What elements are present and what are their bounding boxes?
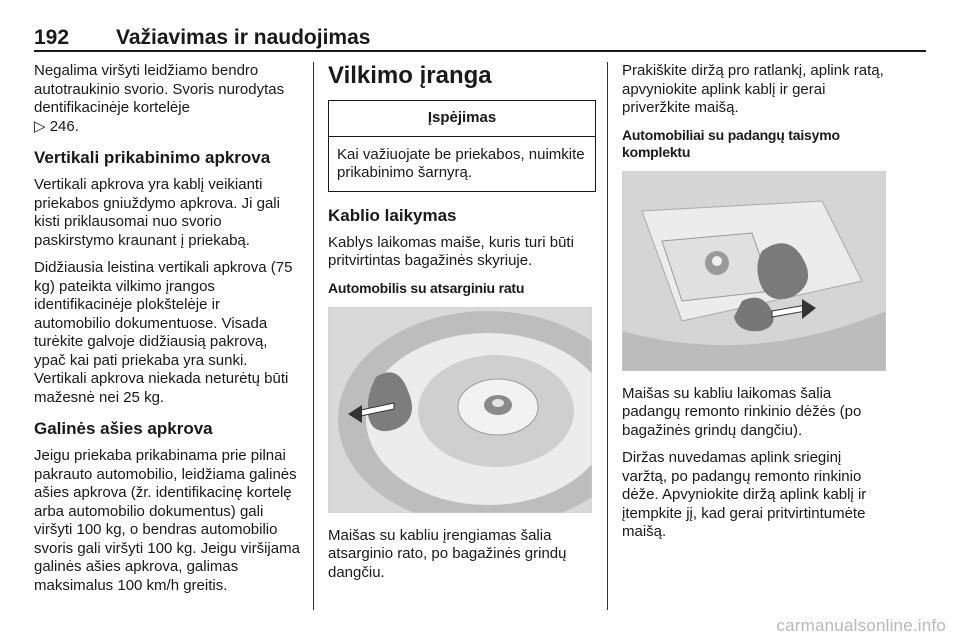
header-rule (34, 50, 926, 52)
spare-wheel-caption: Maišas su kabliu įrengiamas šalia atsarginio rato, po bagažinės grindų dangčiu. (328, 526, 567, 581)
repair-kit-heading: Automobiliai su padangų taisymo komplektu (622, 126, 840, 160)
column-divider-1 (313, 62, 314, 610)
warning-text: Kai važiuojate be priekabos, nuimkite prikabinimo šarnyrą. (337, 145, 585, 181)
watermark: carmanualsonline.info (776, 616, 946, 635)
spare-wheel-heading: Automobilis su atsarginiu ratu (328, 279, 525, 296)
repair-kit-paragraph-1: Maišas su kabliu laikomas šalia padangų remonto rinkinio dėžės (po bagažinės grindų dangčiu). (622, 384, 862, 439)
repair-kit-illustration (622, 171, 886, 371)
repair-kit-paragraph-2: Diržas nuvedamas aplink srieginį varžtą, po padangų remonto rinkinio dėže. Apvyniokite diržą aplink kablį ir įtempkite jį, kad gerai pritvirtintumėte maišą. (622, 449, 867, 540)
storage-paragraph: Kablys laikomas maiše, kuris turi būti pritvirtintas bagažinės skyriuje. (328, 233, 574, 269)
column-right (622, 62, 890, 551)
spare-wheel-illustration (328, 307, 592, 513)
vertical-load-paragraph-1: Vertikali apkrova yra kablį veikianti priekabos gniuždymo apkrova. Ji gali kisti priklausomai nuo svorio paskirstymo kraunant į priekabą. (34, 176, 280, 249)
page-number: 192 (34, 26, 70, 49)
column-left (34, 62, 300, 604)
vertical-load-heading: Vertikali prikabinimo apkrova (34, 148, 271, 167)
section-heading: Vilkimo įranga (328, 62, 492, 89)
warning-title: Įspėjimas (329, 101, 595, 137)
rear-axle-paragraph: Jeigu priekaba prikabinama prie pilnai pakrauto automobilio, leidžiama galinės ašies apkrova (žr. identifikacinę kortelę arba automobilio dokumentus) gali viršyti 100 kg, o bendras automobilio svoris gali viršyti 100 kg. Jeigu viršijama galinės ašies apkrova, galimas maksimalus 100 km/h greitis. (34, 447, 300, 594)
column-divider-2 (607, 62, 608, 610)
vertical-load-paragraph-2: Didžiausia leistina vertikali apkrova (75 kg) pateikta vilkimo įrangos identifikacinėje plokštelėje ir automobilio dokumentuose. Visada turėkite galvoje didžiausią pakrovą, ypač kai pati priekaba yra sunki. Vertikali apkrova niekada neturėtų būti mažesnė nei 25 kg. (34, 259, 293, 406)
column-middle (328, 62, 596, 591)
intro-paragraph: Negalima viršyti leidžiamo bendro autotraukinio svorio. Svoris nurodytas dentifikacinėje kortelėje ▷ 246. (34, 62, 285, 135)
page-ref[interactable]: 246. (49, 117, 79, 135)
page-ref-icon: ▷ (34, 117, 46, 135)
warning-box (328, 100, 596, 192)
strap-paragraph: Prakiškite diržą pro ratlankį, aplink ratą, apvyniokite aplink kablį ir gerai priveržkite maišą. (622, 62, 884, 116)
chapter-title: Važiavimas ir naudojimas (116, 26, 371, 49)
page-header (34, 20, 926, 52)
rear-axle-heading: Galinės ašies apkrova (34, 419, 213, 438)
storage-heading: Kablio laikymas (328, 205, 457, 225)
